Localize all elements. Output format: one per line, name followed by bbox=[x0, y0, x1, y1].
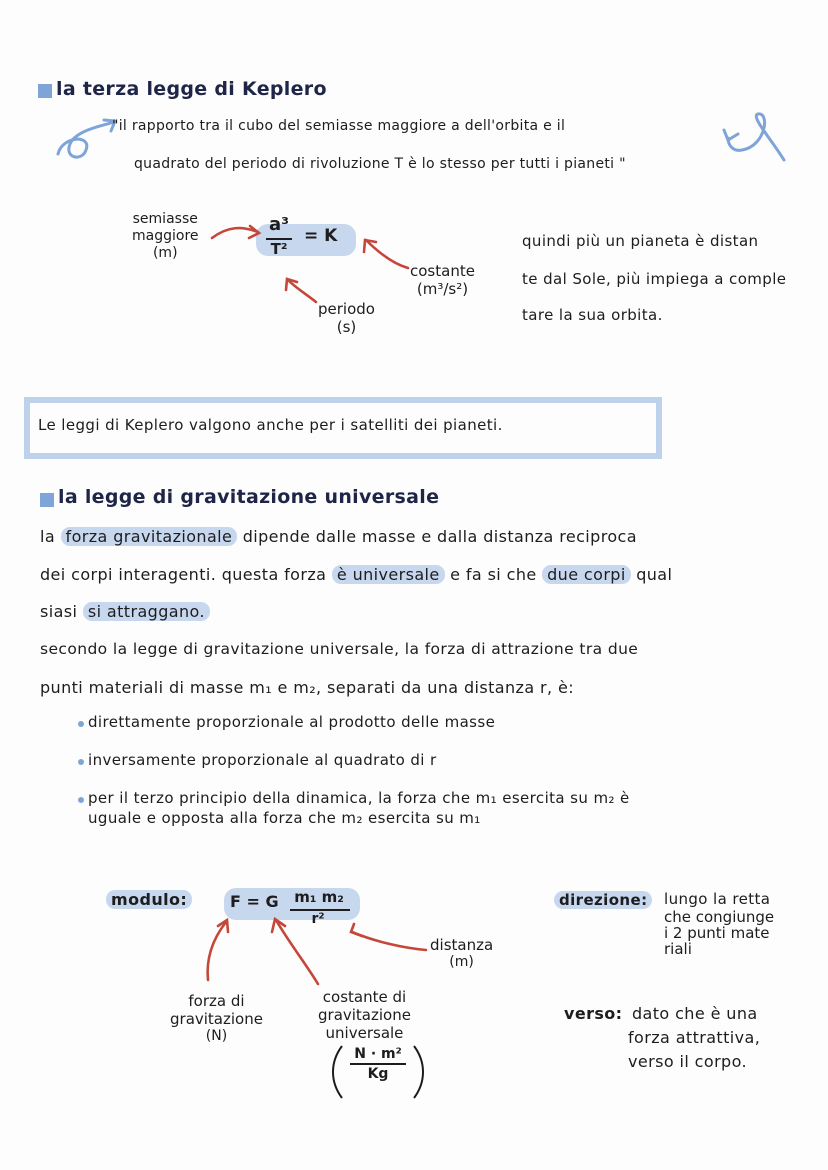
label-periodo: periodo (s) bbox=[318, 300, 375, 336]
bullet-item: per il terzo principio della dinamica, la forza che m₁ esercita su m₂ è bbox=[88, 789, 630, 807]
direzione-lines: che congiunge i 2 punti mate riali bbox=[664, 908, 775, 958]
label-forza: forza di gravitazione (N) bbox=[170, 992, 263, 1044]
gravitation-formula-numerator: m₁ m₂ bbox=[294, 888, 344, 906]
label-costante-gravitazione: costante di gravitazione universale bbox=[318, 988, 411, 1042]
bullet-item: direttamente proporzionale al prodotto delle masse bbox=[88, 713, 496, 731]
label-distanza: distanza (m) bbox=[430, 936, 494, 970]
costante-units: N · m² Kg bbox=[338, 1046, 418, 1082]
section-title-keplero: la terza legge di Keplero bbox=[56, 78, 327, 100]
paragraph-line-4: secondo la legge di gravitazione universale, la forza di attrazione tra due bbox=[40, 640, 639, 658]
kepler-quote-line-1: "il rapporto tra il cubo del semiasse maggiore a dell'orbita e il bbox=[112, 118, 566, 134]
gravitation-formula-lhs: F = G bbox=[230, 892, 279, 911]
paragraph-line-1: la forza gravitazionale dipende dalle masse e dalla distanza reciproca bbox=[40, 527, 637, 546]
kepler-note-line-3: tare la sua orbita. bbox=[522, 306, 663, 324]
paragraph-line-2: dei corpi interagenti. questa forza è universale e fa si che due corpi qual bbox=[40, 565, 673, 584]
kepler-formula-numerator: a³ bbox=[268, 214, 290, 235]
direzione-line-1: lungo la retta bbox=[664, 890, 771, 908]
satelliti-box-text: Le leggi di Keplero valgono anche per i satelliti dei pianeti. bbox=[38, 416, 503, 434]
paragraph-line-3: siasi si attraggano. bbox=[40, 602, 210, 621]
verso-line-1: dato che è una bbox=[632, 1004, 758, 1023]
label-costante: costante (m³/s²) bbox=[410, 262, 475, 298]
label-semiasse: semiasse maggiore (m) bbox=[132, 211, 199, 261]
verso-line-2: forza attrattiva, bbox=[628, 1028, 761, 1047]
kepler-formula-denominator: T² bbox=[270, 240, 288, 258]
bullet-item-continuation: uguale e opposta alla forza che m₂ esercita su m₁ bbox=[88, 809, 481, 827]
direzione-label: direzione: bbox=[554, 890, 652, 909]
paragraph-line-5: punti materiali di masse m₁ e m₂, separati da una distanza r, è: bbox=[40, 678, 574, 697]
gravitation-formula-denominator: r² bbox=[311, 911, 325, 927]
verso-label: verso: bbox=[564, 1004, 623, 1023]
kepler-note-line-1: quindi più un pianeta è distan bbox=[522, 232, 759, 250]
verso-line-3: verso il corpo. bbox=[628, 1052, 747, 1071]
modulo-label: modulo: bbox=[106, 890, 192, 909]
kepler-formula-equals: = K bbox=[304, 226, 338, 246]
bullet-item: inversamente proporzionale al quadrato di r bbox=[88, 751, 437, 769]
kepler-quote-line-2: quadrato del periodo di rivoluzione T è lo stesso per tutti i pianeti " bbox=[134, 156, 626, 172]
section-title-gravitazione: la legge di gravitazione universale bbox=[58, 486, 440, 508]
kepler-note-line-2: te dal Sole, più impiega a comple bbox=[522, 270, 787, 288]
